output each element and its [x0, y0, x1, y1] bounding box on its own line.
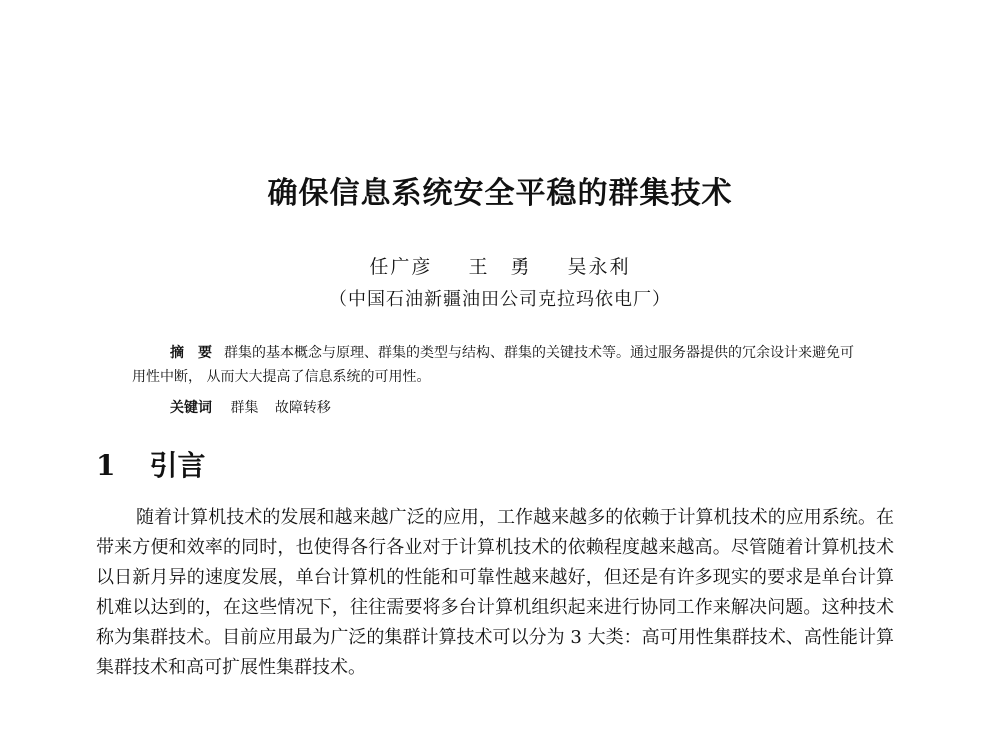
abstract-label: 摘 要	[170, 345, 212, 361]
keywords	[170, 397, 343, 417]
author-list	[0, 252, 1000, 279]
keyword: 群集	[230, 400, 259, 416]
section-heading	[96, 444, 206, 484]
abstract	[132, 341, 862, 389]
section-title: 引言	[149, 449, 206, 482]
author-name: 吴永利	[567, 256, 631, 278]
keyword: 故障转移	[274, 400, 331, 416]
affiliation: （中国石油新疆油田公司克拉玛依电厂）	[329, 289, 671, 310]
section-number: 1	[96, 449, 116, 482]
keywords-label: 关键词	[170, 400, 212, 416]
paper-title: 确保信息系统安全平稳的群集技术	[267, 176, 733, 211]
abstract-text: 群集的基本概念与原理、群集的类型与结构、群集的关键技术等。通过服务器提供的冗余设计来避免可用性中断， 从而大大提高了信息系统的可用性。	[132, 345, 854, 385]
author-name: 王 勇	[468, 256, 532, 278]
section-body: 随着计算机技术的发展和越来越广泛的应用，工作越来越多的依赖于计算机技术的应用系统。在带来方便和效率的同时，也使得各行各业对于计算机技术的依赖程度越来越高。尽管随着计算机技术以日新月异的速度发展，单台计算机的性能和可靠性越来越好，但还是有许多现实的要求是单台计算机难以达到的，在这些情况下，往往需要将多台计算机组织起来进行协同工作来解决问题。这种技术称为集群技术。目前应用最为广泛的集群计算技术可以分为 3 大类：高可用性集群技术、高性能计算集群技术和高可扩展性集群技术。	[96, 507, 894, 678]
author-name: 任广彦	[369, 256, 433, 278]
